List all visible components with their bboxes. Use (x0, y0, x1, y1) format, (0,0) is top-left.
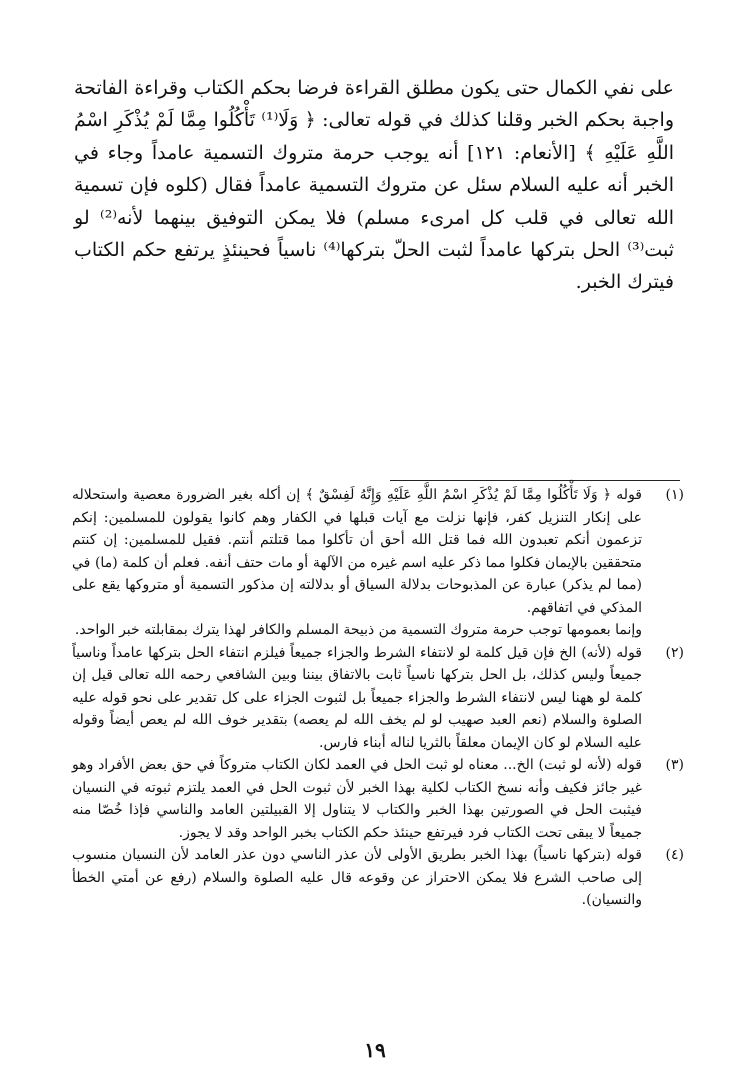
footnote-4 (72, 844, 684, 912)
footnote-paragraph: قوله (بتركها ناسياً) بهذا الخبر بطريق الأولى لأن عذر الناسي دون عذر العامد لأن النسيان منسوب إلى صاحب الشرع فلا يمكن الاحتراز عن وقوعه قال عليه الصلوة والسلام (رفع عن أمتي الخطأ والنسيان). (72, 847, 642, 908)
footnote-2 (72, 642, 684, 755)
footnote-body (72, 754, 642, 844)
footnote-3 (72, 754, 684, 844)
page-number: ١٩ (364, 1038, 386, 1062)
main-paragraph: على نفي الكمال حتى يكون مطلق القراءة فرضا بحكم الكتاب وقراءة الفاتحة واجبة بحكم الخبر وقلنا كذلك في قوله تعالى: ﴿ وَلَا⁽¹⁾ تَأْكُلُوا مِمَّا لَمْ يُذْكَرِ اسْمُ اللَّهِ عَلَيْهِ ﴾ [الأنعام: ١٢١] أنه يوجب حرمة متروك التسمية عامداً وجاء في الخبر أنه عليه السلام سئل عن متروك التسمية عامداً فقال (كلوه فإن تسمية الله تعالى في قلب كل امرىء مسلم) فلا يمكن التوفيق بينهما لأنه⁽²⁾ لو ثبت⁽³⁾ الحل بتركها عامداً لثبت الحلّ بتركها⁽⁴⁾ ناسياً فحينئذٍ يرتفع حكم الكتاب فيترك الخبر. (74, 77, 675, 294)
footnote-1 (72, 484, 684, 642)
footnote-body (72, 844, 642, 912)
footnote-paragraph: قوله (لأنه لو ثبت) الخ... معناه لو ثبت الحل في العمد لكان الكتاب متروكاً في حق بعض الأفراد وهو غير جائز فكيف وأنه نسخ الكتاب لكلية بهذا الخبر لأن ثبوت الحل في العمد يلتزم ثبوته في النسيان فيثبت الحل في الصورتين بهذا الخبر والكتاب لا يتناول إلا القبيلتين العامد والناسي فإذا خُصّا منه جميعاً لا يبقى تحت الكتاب فرد فيرتفع حينئذ حكم الكتاب بخبر الواحد وقد لا يجوز. (72, 757, 642, 841)
footnote-number: (٣) (665, 757, 684, 773)
footnote-number: (١) (665, 487, 684, 503)
footnotes (72, 484, 684, 912)
footnote-number: (٢) (665, 644, 684, 661)
footnote-paragraph: قوله ﴿ وَلَا تَأْكُلُوا مِمَّا لَمْ يُذْكَرِ اسْمُ اللَّهِ عَلَيْهِ وَإِنَّهُ لَفِسْقٌ ﴾ إن أكله بغير الضرورة معصية واستحلاله على إنكار التنزيل كفر، فإنها نزلت مع آيات قبلها في الكفار وهم كانوا يقولون للمسلمين: إنكم تزعمون أنكم تعبدون الله فما قتل الله أحق أن تأكلوا مما قتلتم أنتم. فقيل للمسلمين: إن كنتم متحققين بالإيمان فكلوا مما ذكر عليه اسم غيره من الآلهة أو مات حتف أنفه. فعلم أن كلمة (ما) في (مما لم يذكر) عبارة عن المذبوحات بدلالة السياق أو بدلالته إن مذكور التسمية أو متروكها يقع على المذكي في اتفاقهم. (72, 487, 642, 616)
footnote-paragraph: وإنما بعمومها توجب حرمة متروك التسمية من ذبيحة المسلم والكافر لهذا يترك بمقابلته خبر الواحد. (74, 622, 642, 638)
main-text (74, 72, 674, 299)
footnote-body (72, 484, 642, 642)
footnote-body (72, 642, 642, 755)
footnote-paragraph: قوله (لأنه) الخ فإن قيل كلمة لو لانتفاء الشرط والجزاء جميعاً فيلزم انتفاء الحل بتركها عامداً وناسياً جميعاً وليس كذلك، بل الحل بتركها ناسياً ثابت بالاتفاق بيننا وبين الشافعي رحمه الله تعالى قيل إن كلمة لو ههنا ليس لانتفاء الشرط والجزاء جميعاً بل لثبوت الجزاء على كل تقدير على نحو قوله عليه الصلوة والسلام (نعم العبد صهيب لو لم يخف الله لم يعصه) بتقدير خوف الله لم يعص أيضاً وقوله عليه السلام لو كان الإيمان معلقاً بالثريا لناله أبناء فارس. (72, 644, 642, 751)
footnote-divider (390, 480, 680, 481)
footnote-number: (٤) (665, 847, 684, 863)
